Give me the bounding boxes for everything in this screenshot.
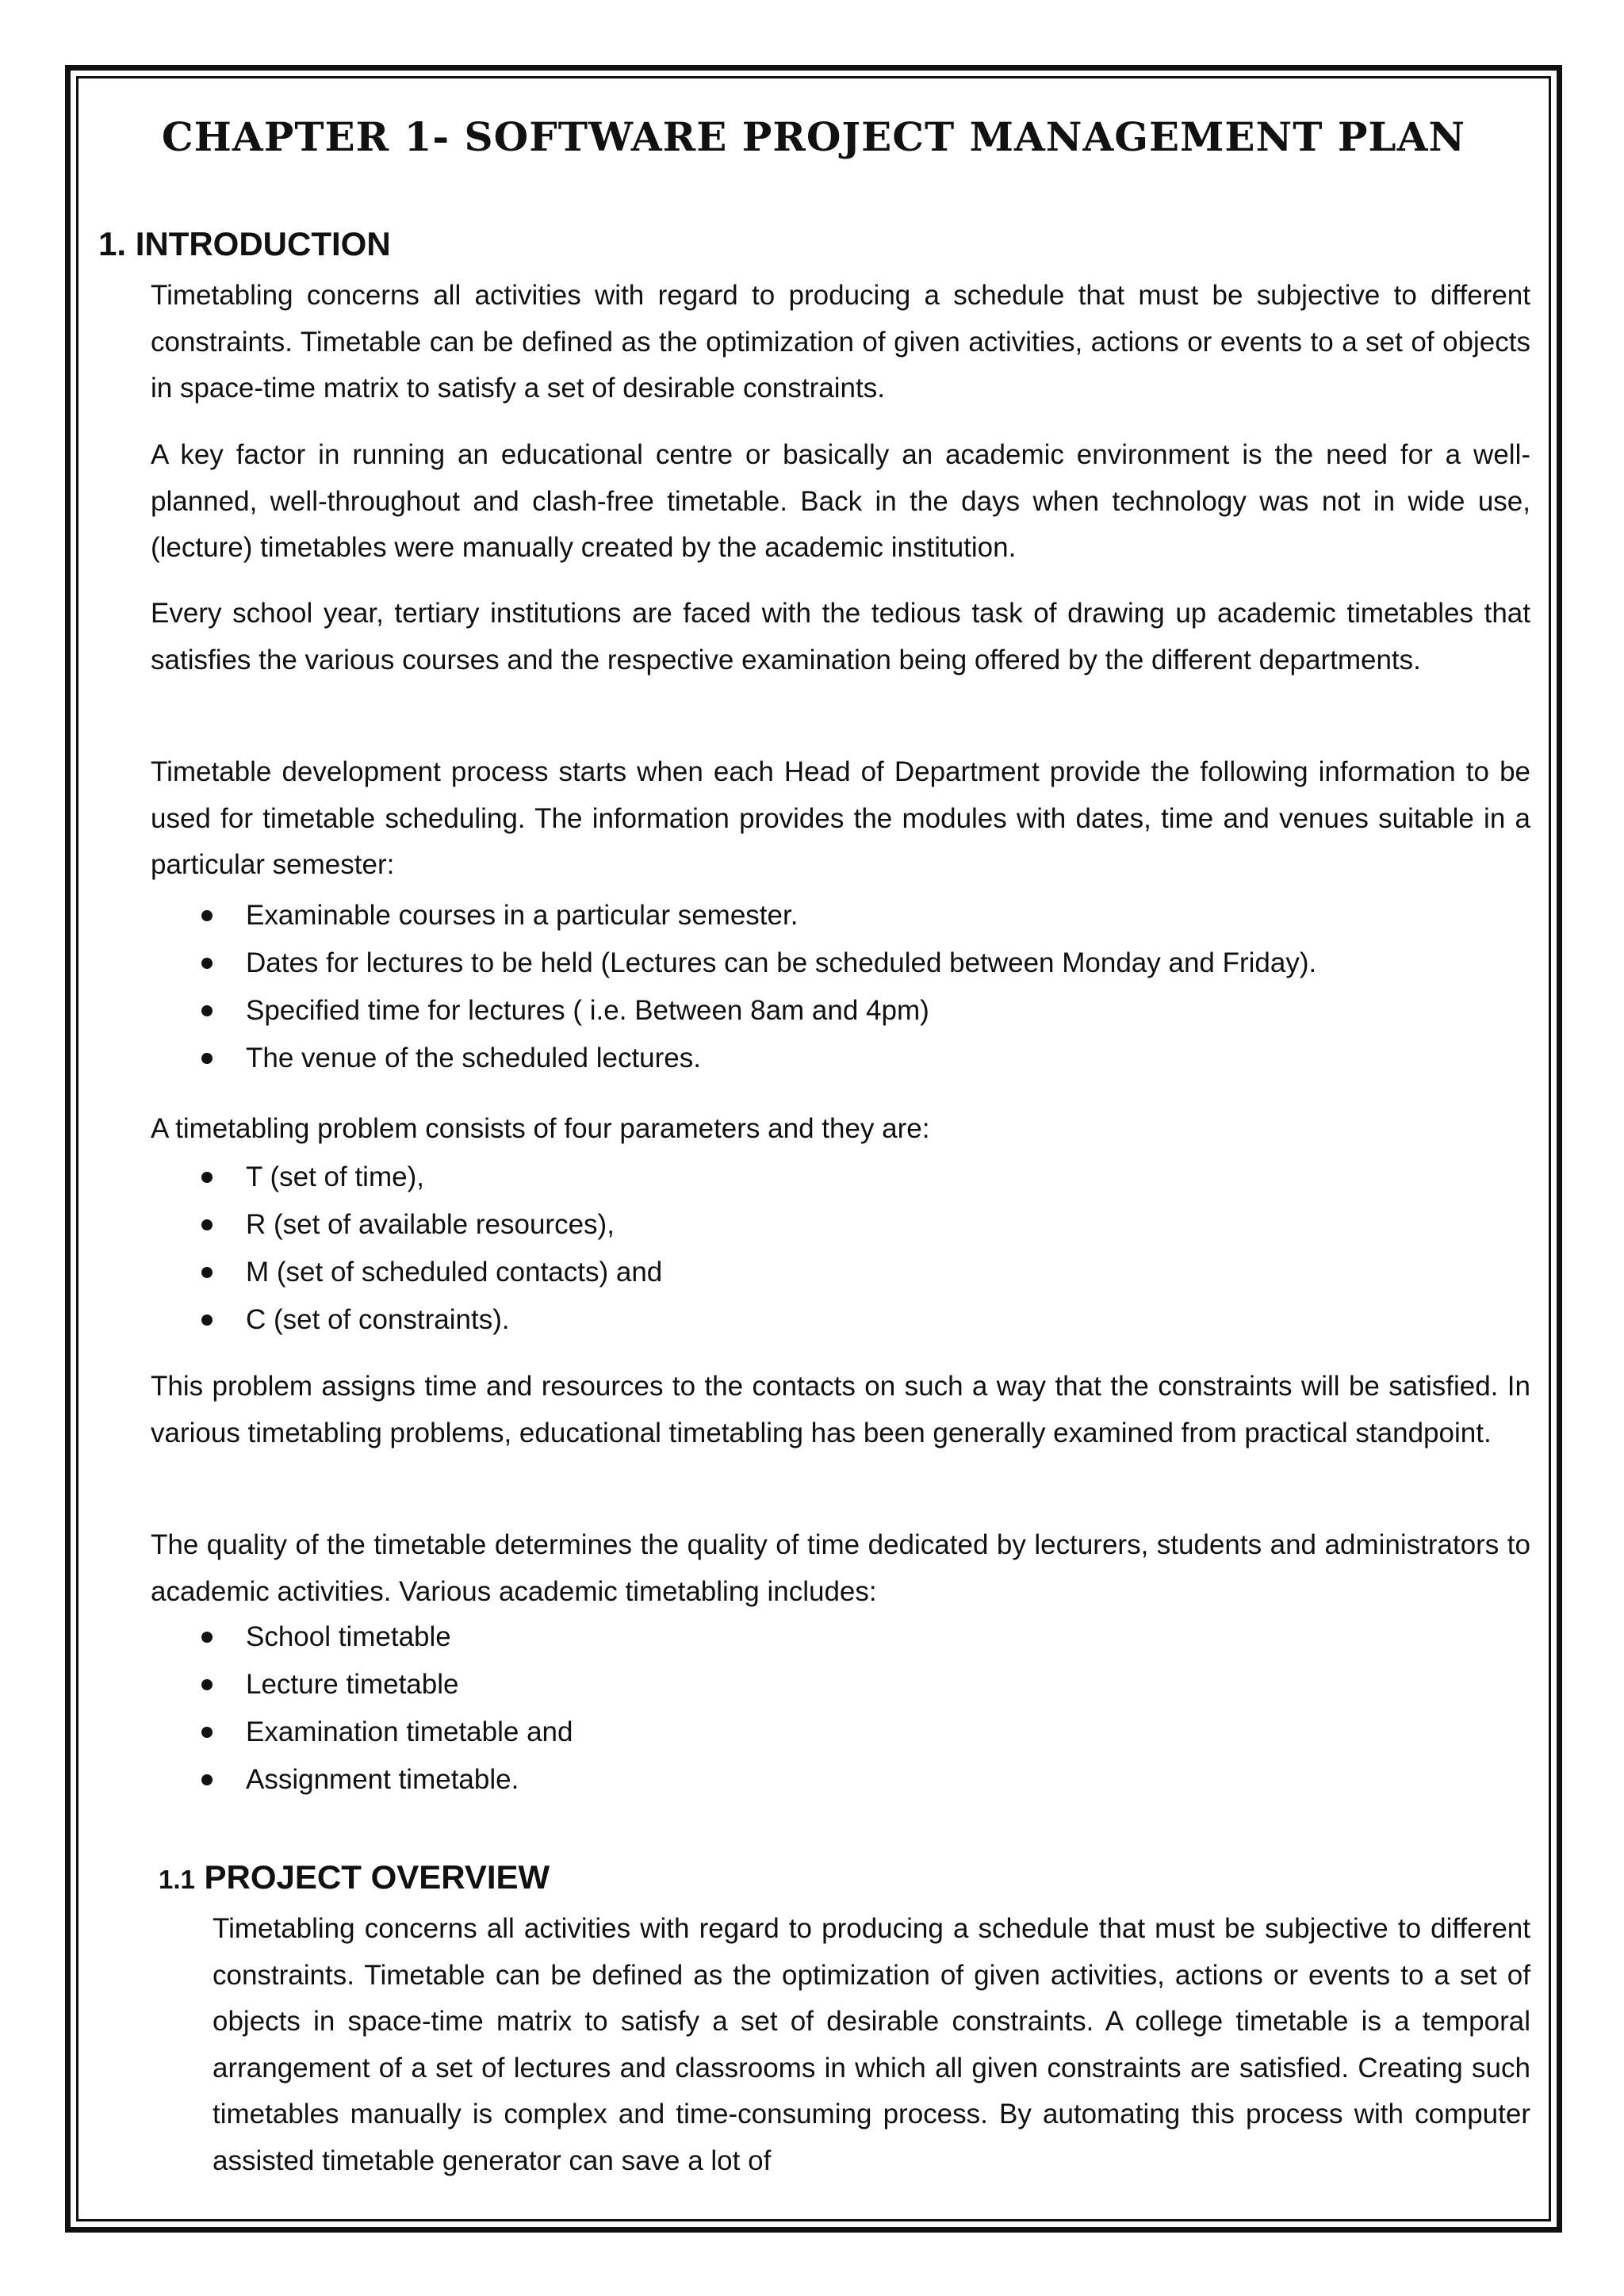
info-list — [198, 892, 1316, 1082]
bullet-icon — [201, 1267, 213, 1278]
list-item: Assignment timetable. — [198, 1756, 573, 1804]
bullet-icon — [201, 1005, 213, 1016]
bullet-icon — [201, 1679, 213, 1690]
bullet-icon — [201, 1632, 213, 1643]
bullet-icon — [201, 958, 213, 969]
intro-paragraph-5: A timetabling problem consists of four parameters and they are: — [151, 1113, 930, 1144]
chapter-title: CHAPTER 1- SOFTWARE PROJECT MANAGEMENT PLAN — [161, 113, 1466, 160]
intro-paragraph-7: The quality of the timetable determines the quality of time dedicated by lecturers, students and administrators to academic activities. Various academic timetabling includes: — [151, 1529, 1530, 1607]
bullet-icon — [201, 1314, 213, 1326]
overview-paragraph: Timetabling concerns all activities with regard to producing a schedule that must be subjective to different constraints. Timetable can be defined as the optimization of given activities, actions or events to a set of objects in space-time matrix to satisfy a set of desirable constraints. A college timetable is a temporal arrangement of a set of lectures and classrooms in which all given constraints are satisfied. Creating such timetables manually is complex and time-consuming process. By automating this process with computer assisted timetable generator can save a lot of — [213, 1913, 1530, 2176]
parameters-list — [198, 1154, 662, 1344]
list-item: Specified time for lectures ( i.e. Between 8am and 4pm) — [198, 987, 1316, 1035]
list-item: The venue of the scheduled lectures. — [198, 1035, 1316, 1082]
section-title: PROJECT OVERVIEW — [204, 1858, 550, 1896]
section-heading-introduction: 1. INTRODUCTION — [98, 225, 391, 262]
section-number: 1.1 — [159, 1865, 195, 1894]
list-item: T (set of time), — [198, 1154, 662, 1201]
list-item: Examinable courses in a particular semester. — [198, 892, 1316, 939]
intro-paragraph-6: This problem assigns time and resources to the contacts on such a way that the constraints will be satisfied. In various timetabling problems, educational timetabling has been generally examined from practical standpoint. — [151, 1371, 1530, 1448]
list-item: Dates for lectures to be held (Lectures can be scheduled between Monday and Friday). — [198, 939, 1316, 987]
intro-paragraph-4: Timetable development process starts when each Head of Department provide the following information to be used for timetable scheduling. The information provides the modules with dates, time and venues suitable in a particular semester: — [151, 756, 1530, 880]
bullet-icon — [201, 910, 213, 921]
list-item: C (set of constraints). — [198, 1296, 662, 1344]
bullet-icon — [201, 1727, 213, 1738]
section-heading-project-overview — [159, 1854, 550, 1904]
intro-paragraph-3: Every school year, tertiary institutions are faced with the tedious task of drawing up academic timetables that satisfies the various courses and the respective examination being offered by the different departments. — [151, 598, 1530, 675]
list-item: Lecture timetable — [198, 1661, 573, 1709]
list-item: R (set of available resources), — [198, 1201, 662, 1249]
list-item: School timetable — [198, 1613, 573, 1661]
bullet-icon — [201, 1774, 213, 1785]
list-item: Examination timetable and — [198, 1709, 573, 1756]
bullet-icon — [201, 1219, 213, 1230]
intro-paragraph-1: Timetabling concerns all activities with regard to producing a schedule that must be subjective to different constraints. Timetable can be defined as the optimization of given activities, actions or events to a set of objects in space-time matrix to satisfy a set of desirable constraints. — [151, 280, 1530, 404]
intro-paragraph-2: A key factor in running an educational centre or basically an academic environment is the need for a well-planned, well-throughout and clash-free timetable. Back in the days when technology was not in wide use, (lecture) timetables were manually created by the academic institution. — [151, 439, 1530, 563]
bullet-icon — [201, 1053, 213, 1064]
bullet-icon — [201, 1172, 213, 1183]
list-item: M (set of scheduled contacts) and — [198, 1249, 662, 1296]
timetable-types-list — [198, 1613, 573, 1804]
